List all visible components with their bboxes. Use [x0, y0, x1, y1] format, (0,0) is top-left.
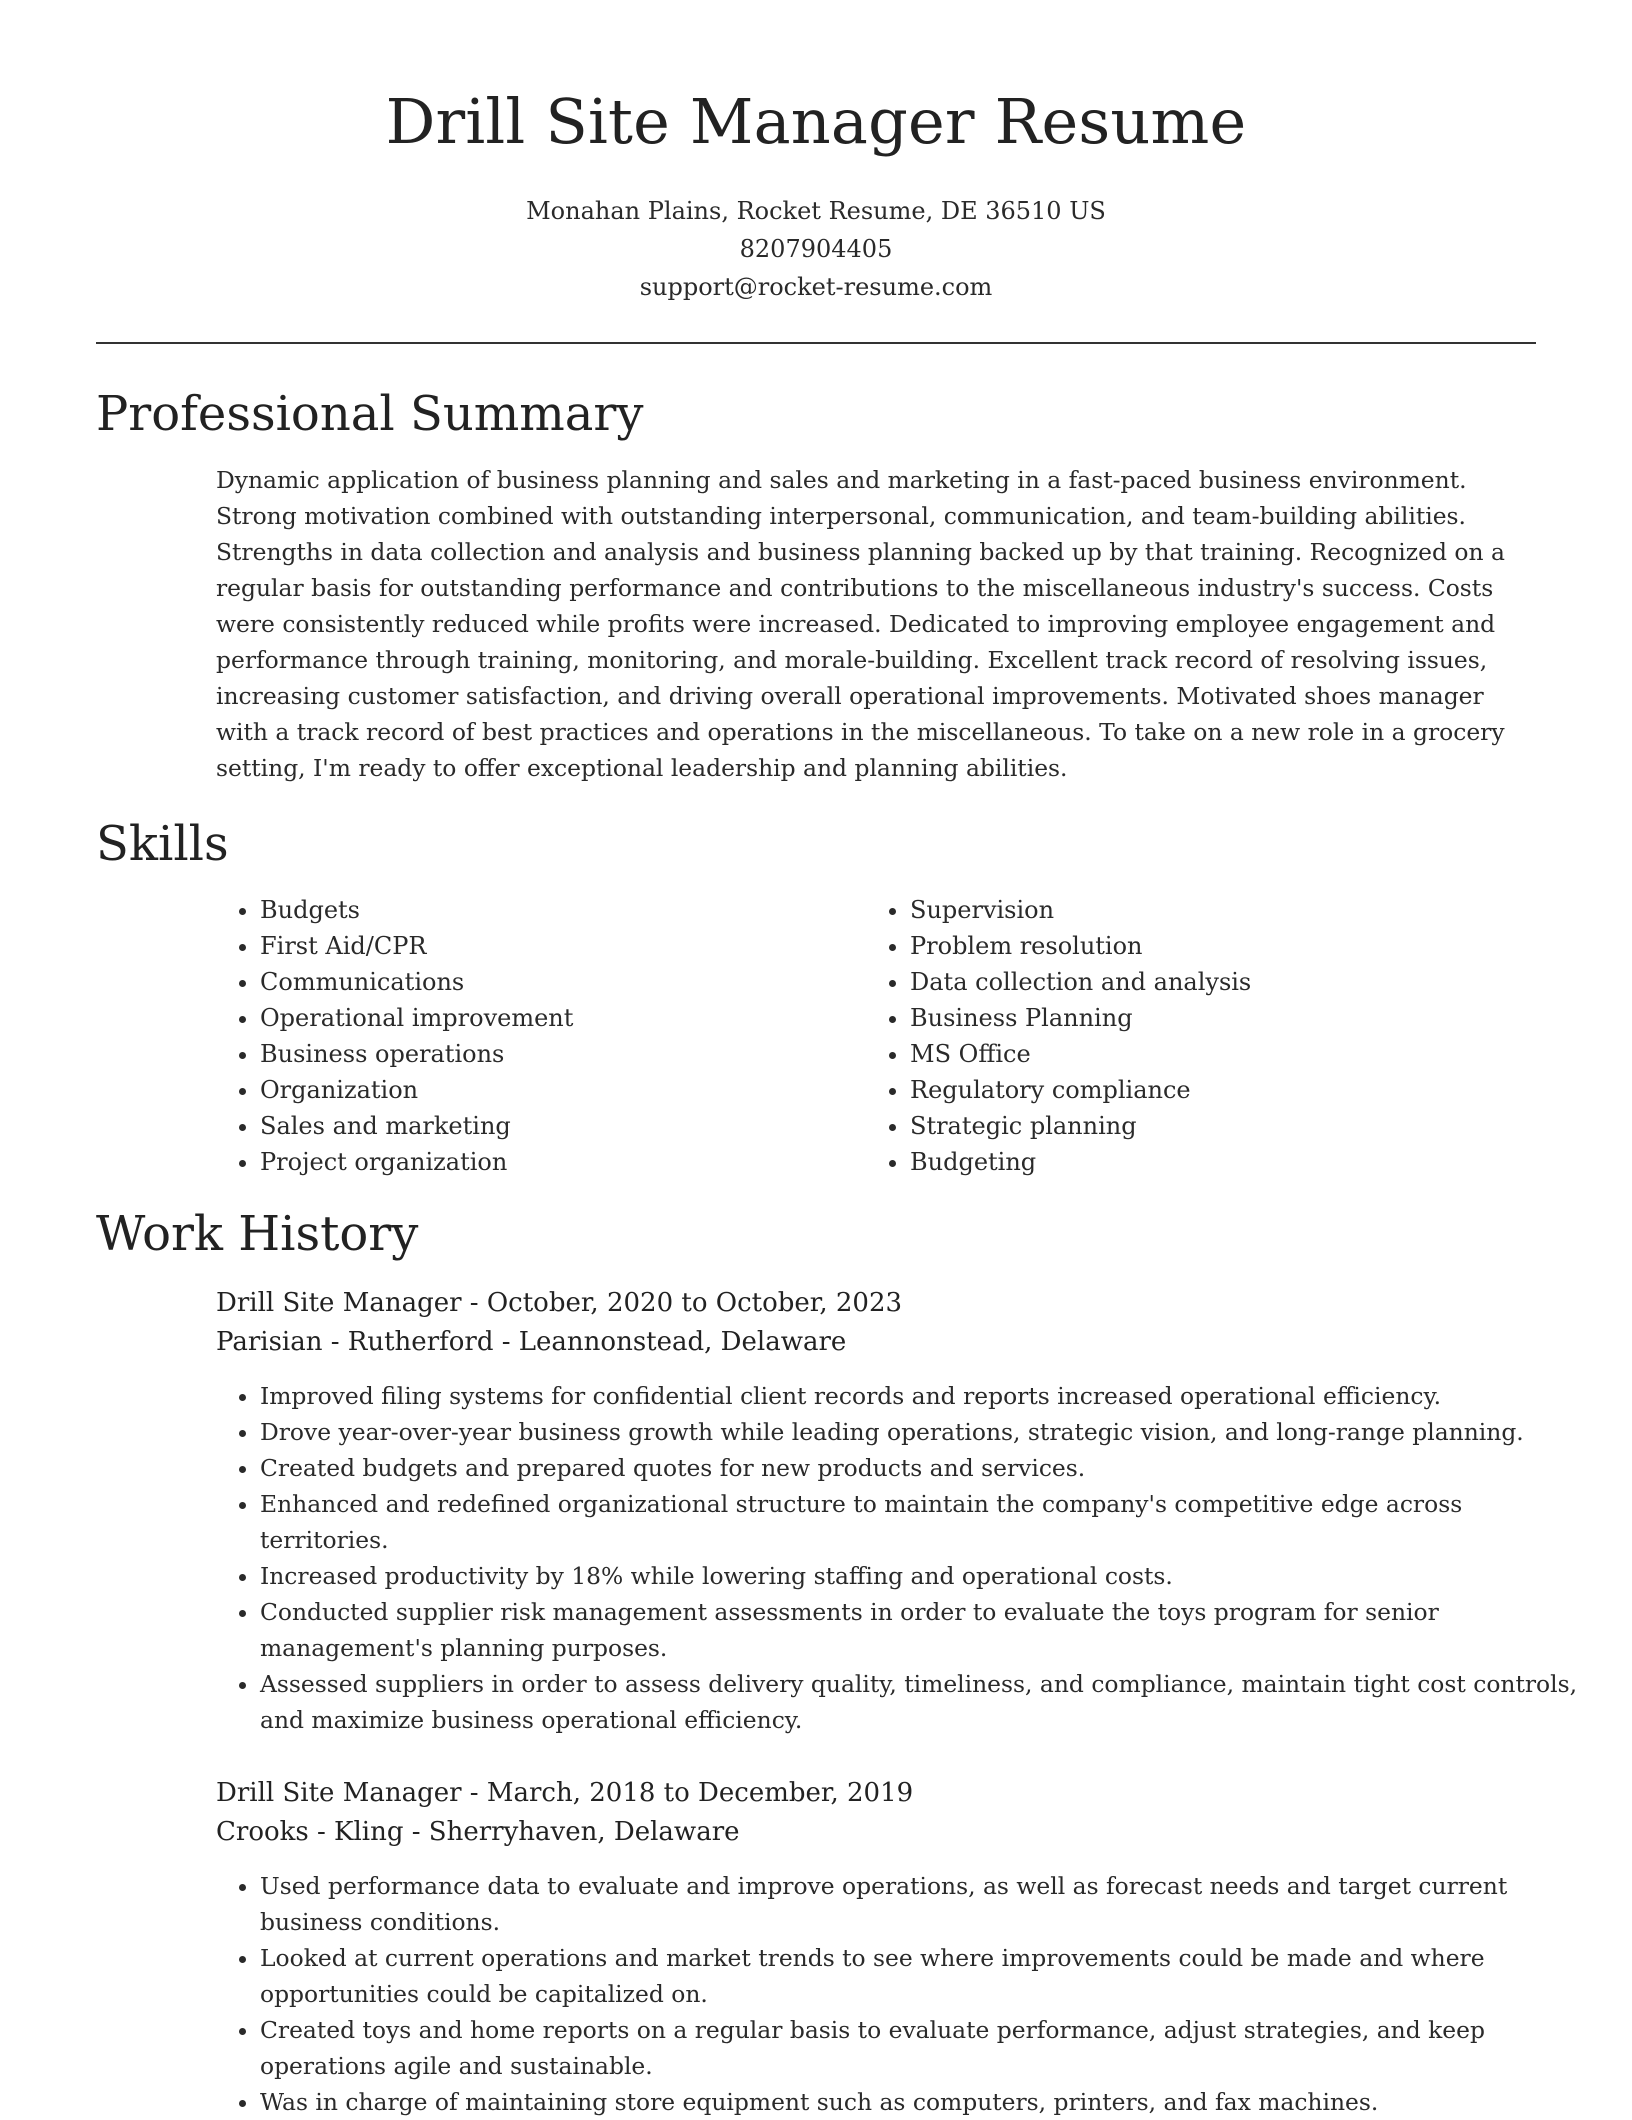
skills-heading: Skills	[96, 816, 229, 872]
duty-item: • Created budgets and prepared quotes for new products and services.	[260, 1450, 1590, 1486]
work-history-heading: Work History	[96, 1206, 419, 1262]
skill-item: • Communications	[260, 964, 573, 1000]
duty-item: • Assessed suppliers in order to assess delivery quality, timeliness, and compliance, maintain tight cost controls, and maximize business operational efficiency.	[260, 1666, 1590, 1738]
skill-item: • Strategic planning	[910, 1108, 1251, 1144]
skill-item: • First Aid/CPR	[260, 928, 573, 964]
skill-item: • Business operations	[260, 1036, 573, 1072]
contact-phone: 8207904405	[739, 235, 893, 263]
skill-item: • MS Office	[910, 1036, 1251, 1072]
contact-address: Monahan Plains, Rocket Resume, DE 36510 US	[526, 197, 1106, 225]
job-company-line: Parisian - Rutherford - Leannonstead, Delaware	[216, 1327, 847, 1357]
job-title-line: Drill Site Manager - March, 2018 to December, 2019	[216, 1778, 914, 1808]
duty-item: • Created toys and home reports on a regular basis to evaluate performance, adjust strategies, and keep operations agile and sustainable.	[260, 2012, 1590, 2084]
skill-item: • Data collection and analysis	[910, 964, 1251, 1000]
duty-item: • Increased productivity by 18% while lowering staffing and operational costs.	[260, 1558, 1590, 1594]
skill-item: • Budgeting	[910, 1144, 1251, 1180]
resume-title: Drill Site Manager Resume	[385, 85, 1247, 158]
contact-block	[0, 192, 1632, 306]
skill-item: • Budgets	[260, 892, 573, 928]
skill-item: • Project organization	[260, 1144, 573, 1180]
duty-item: • Was in charge of maintaining store equipment such as computers, printers, and fax machines.	[260, 2084, 1590, 2120]
summary-text: Dynamic application of business planning and sales and marketing in a fast-paced business environment. Strong motivation combined with outstanding interpersonal, communication, and team-building abilities. Strengths in data collection and analysis and business planning backed up by that training. Recognized on a regular basis for outstanding performance and contributions to the miscellaneous industry's success. Costs were consistently reduced while profits were increased. Dedicated to improving employee engagement and performance through training, monitoring, and morale-building. Excellent track record of resolving issues, increasing customer satisfaction, and driving overall operational improvements. Motivated shoes manager with a track record of best practices and operations in the miscellaneous. To take on a new role in a grocery setting, I'm ready to offer exceptional leadership and planning abilities.	[216, 466, 1505, 782]
duty-item: • Looked at current operations and market trends to see where improvements could be made and where opportunities could be capitalized on.	[260, 1940, 1590, 2012]
job-duties-list	[216, 1378, 1590, 1738]
skill-item: • Regulatory compliance	[910, 1072, 1251, 1108]
skill-item: • Organization	[260, 1072, 573, 1108]
duty-item: • Used performance data to evaluate and improve operations, as well as forecast needs and target current business conditions.	[260, 1868, 1590, 1940]
skill-item: • Business Planning	[910, 1000, 1251, 1036]
skill-item: • Sales and marketing	[260, 1108, 573, 1144]
skill-item: • Problem resolution	[910, 928, 1251, 964]
skill-item: • Supervision	[910, 892, 1251, 928]
header-divider	[96, 342, 1536, 344]
contact-email: support@rocket-resume.com	[639, 273, 993, 301]
skills-list-left	[216, 892, 573, 1180]
skills-list-right	[866, 892, 1251, 1180]
duty-item: • Drove year-over-year business growth while leading operations, strategic vision, and long-range planning.	[260, 1414, 1590, 1450]
job-title-line: Drill Site Manager - October, 2020 to October, 2023	[216, 1288, 903, 1318]
duty-item: • Improved filing systems for confidential client records and reports increased operational efficiency.	[260, 1378, 1590, 1414]
job-duties-list	[216, 1868, 1590, 2120]
duty-item: • Enhanced and redefined organizational structure to maintain the company's competitive edge across territories.	[260, 1486, 1590, 1558]
skill-item: • Operational improvement	[260, 1000, 573, 1036]
duty-item: • Conducted supplier risk management assessments in order to evaluate the toys program for senior management's planning purposes.	[260, 1594, 1590, 1666]
summary-heading: Professional Summary	[96, 386, 644, 442]
job-company-line: Crooks - Kling - Sherryhaven, Delaware	[216, 1817, 740, 1847]
